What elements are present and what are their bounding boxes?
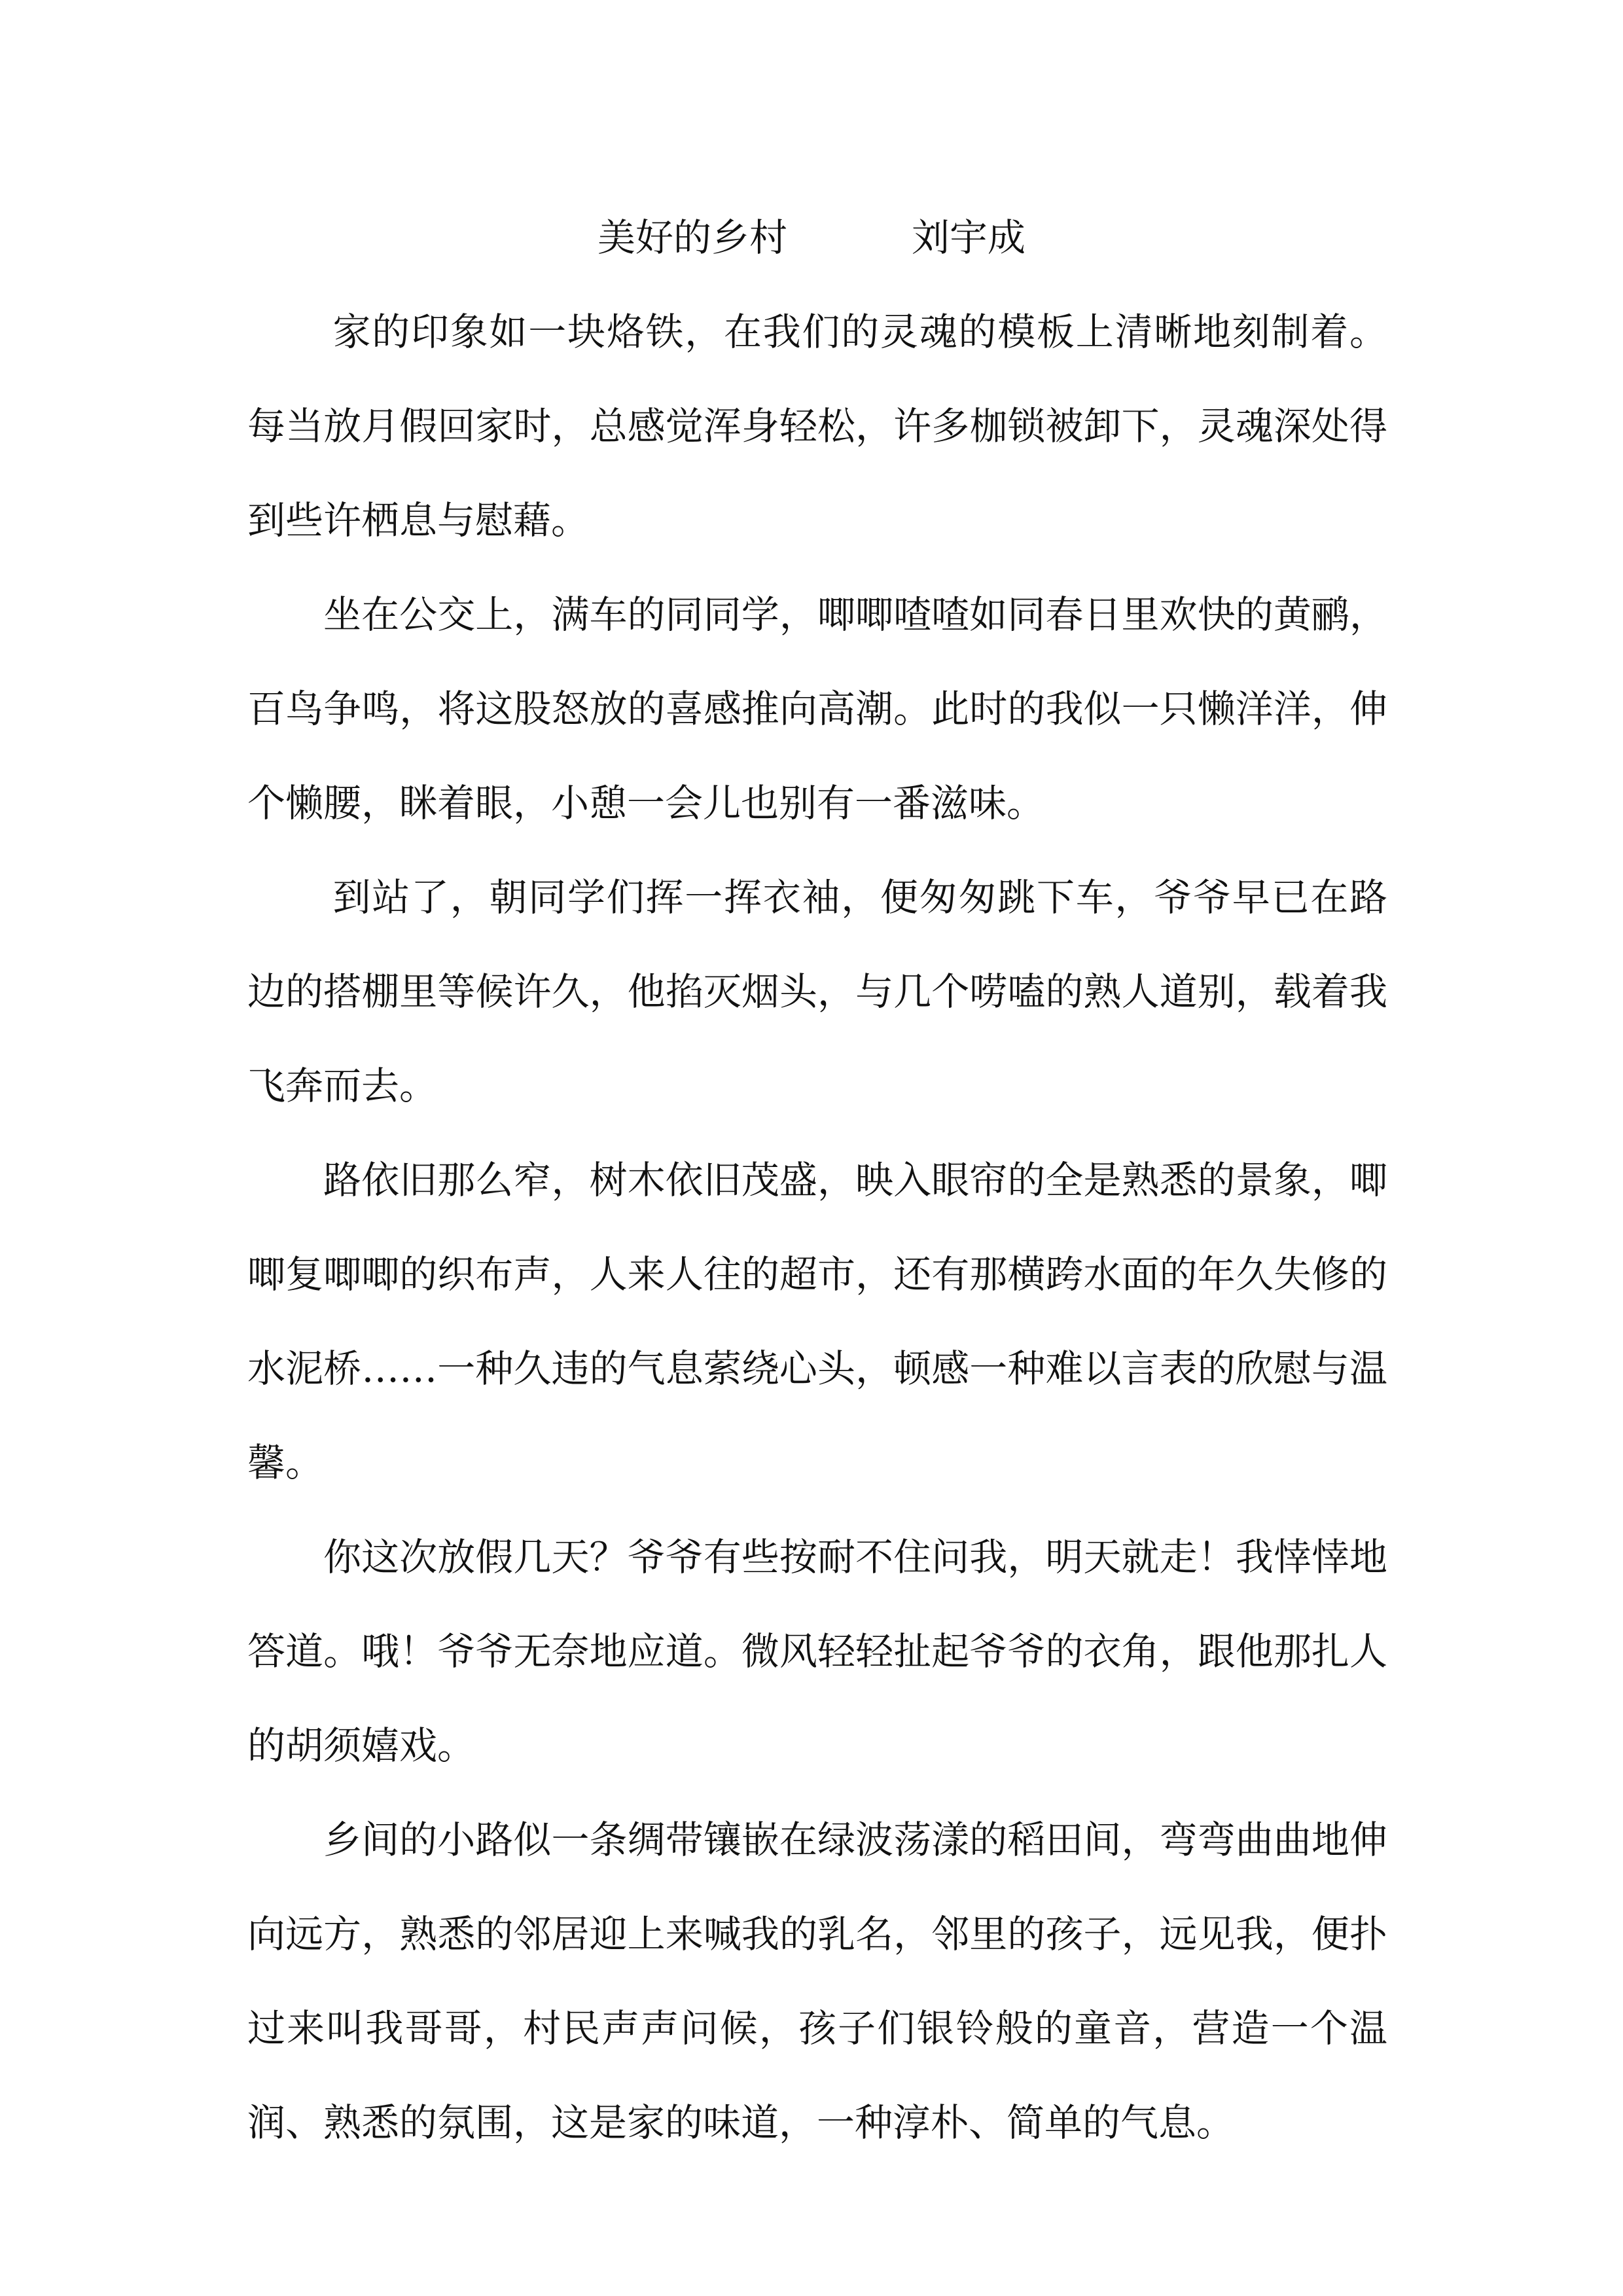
paragraph-2: 坐在公交上，满车的同同学，唧唧喳喳如同春日里欢快的黄鹂，百鸟争鸣，将这股怒放的喜感推向高潮。此时的我似一只懒洋洋，伸个懒腰，眯着眼，小憩一会儿也别有一番滋味。 (247, 592, 1387, 825)
document-title: 美好的乡村 (597, 215, 787, 260)
title-line (0, 208, 1623, 267)
document-author: 刘宇成 (912, 215, 1026, 260)
paragraph-6: 乡间的小路似一条绸带镶嵌在绿波荡漾的稻田间，弯弯曲曲地伸向远方，熟悉的邻居迎上来喊我的乳名，邻里的孩子，远见我，便扑过来叫我哥哥，村民声声问候，孩子们银铃般的童音，营造一个温润、熟悉的氛围，这是家的味道，一种淳朴、简单的气息。 (247, 1818, 1387, 2145)
paragraph-4: 路依旧那么窄，树木依旧茂盛，映入眼帘的全是熟悉的景象，唧唧复唧唧的织布声，人来人往的超市，还有那横跨水面的年久失修的水泥桥……一种久违的气息萦绕心头，顿感一种难以言表的欣慰与温馨。 (247, 1158, 1387, 1485)
paragraph-1: 家的印象如一块烙铁，在我们的灵魂的模板上清晰地刻制着。每当放月假回家时，总感觉浑身轻松，许多枷锁被卸下，灵魂深处得到些许栖息与慰藉。 (247, 310, 1387, 543)
paragraph-3: 到站了，朝同学们挥一挥衣袖，便匆匆跳下车，爷爷早已在路边的搭棚里等候许久，他掐灭烟头，与几个唠嗑的熟人道别，载着我飞奔而去。 (247, 875, 1387, 1108)
document-body (247, 285, 1387, 2170)
paragraph-5: 你这次放假几天？爷爷有些按耐不住问我，明天就走！我悻悻地答道。哦！爷爷无奈地应道。微风轻轻扯起爷爷的衣角，跟他那扎人的胡须嬉戏。 (247, 1535, 1387, 1768)
